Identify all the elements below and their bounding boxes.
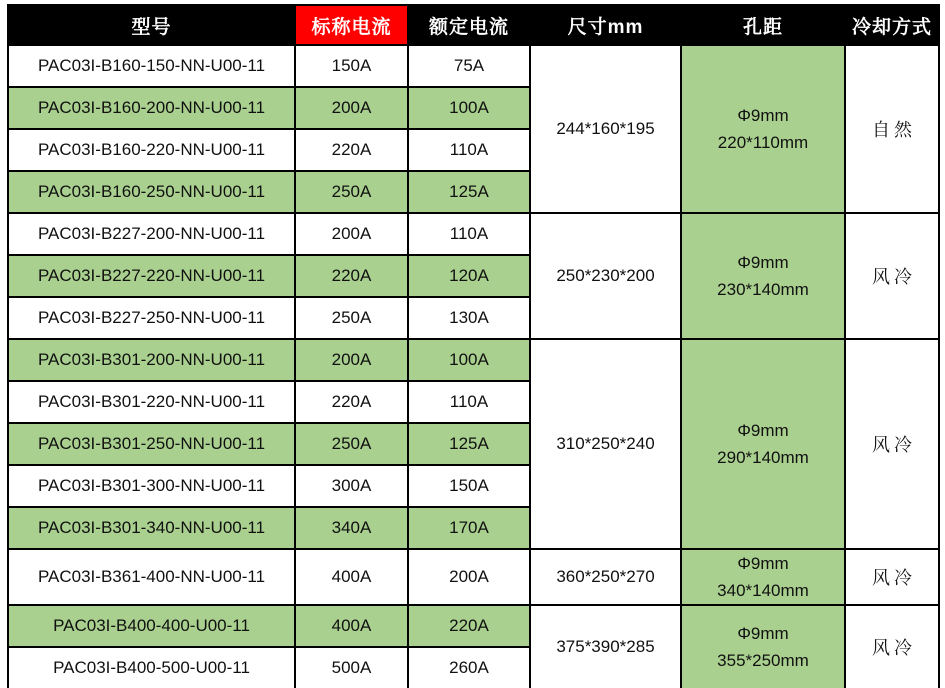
nominal-current-cell: 340A — [295, 507, 408, 549]
col-header-cooling: 冷却方式 — [845, 5, 939, 45]
cooling-cell: 风冷 — [845, 213, 939, 339]
nominal-current-cell: 250A — [295, 423, 408, 465]
hole-pitch-line: 340*140mm — [717, 581, 809, 600]
rated-current-cell: 170A — [408, 507, 530, 549]
size-cell: 360*250*270 — [530, 549, 681, 605]
table-row — [8, 605, 939, 647]
hole-pitch-line: Φ9mm — [737, 106, 789, 125]
model-cell: PAC03I-B301-250-NN-U00-11 — [8, 423, 295, 465]
rated-current-cell: 130A — [408, 297, 530, 339]
table-row — [8, 45, 939, 87]
col-header-hole: 孔距 — [681, 5, 845, 45]
nominal-current-cell: 220A — [295, 255, 408, 297]
model-cell: PAC03I-B160-150-NN-U00-11 — [8, 45, 295, 87]
cooling-cell: 风冷 — [845, 339, 939, 549]
hole-pitch-cell — [681, 605, 845, 688]
nominal-current-cell: 200A — [295, 339, 408, 381]
hole-pitch-cell — [681, 45, 845, 213]
col-header-size: 尺寸mm — [530, 5, 681, 45]
hole-pitch-line: Φ9mm — [737, 624, 789, 643]
model-cell: PAC03I-B361-400-NN-U00-11 — [8, 549, 295, 605]
hole-pitch-line: Φ9mm — [737, 253, 789, 272]
hole-pitch-cell — [681, 339, 845, 549]
nominal-current-cell: 300A — [295, 465, 408, 507]
table-row — [8, 339, 939, 381]
col-header-nominal: 标称电流 — [295, 5, 408, 45]
rated-current-cell: 220A — [408, 605, 530, 647]
table-row — [8, 213, 939, 255]
rated-current-cell: 120A — [408, 255, 530, 297]
nominal-current-cell: 150A — [295, 45, 408, 87]
hole-pitch-line: 230*140mm — [717, 280, 809, 299]
nominal-current-cell: 400A — [295, 549, 408, 605]
col-header-rated: 额定电流 — [408, 5, 530, 45]
size-cell: 375*390*285 — [530, 605, 681, 688]
model-cell: PAC03I-B301-300-NN-U00-11 — [8, 465, 295, 507]
rated-current-cell: 100A — [408, 339, 530, 381]
col-header-model: 型号 — [8, 5, 295, 45]
nominal-current-cell: 400A — [295, 605, 408, 647]
rated-current-cell: 100A — [408, 87, 530, 129]
hole-pitch-cell — [681, 549, 845, 605]
model-cell: PAC03I-B301-220-NN-U00-11 — [8, 381, 295, 423]
nominal-current-cell: 220A — [295, 129, 408, 171]
hole-pitch-cell — [681, 213, 845, 339]
model-cell: PAC03I-B160-200-NN-U00-11 — [8, 87, 295, 129]
size-cell: 244*160*195 — [530, 45, 681, 213]
model-cell: PAC03I-B227-250-NN-U00-11 — [8, 297, 295, 339]
nominal-current-cell: 220A — [295, 381, 408, 423]
nominal-current-cell: 200A — [295, 87, 408, 129]
rated-current-cell: 150A — [408, 465, 530, 507]
size-cell: 310*250*240 — [530, 339, 681, 549]
model-cell: PAC03I-B227-200-NN-U00-11 — [8, 213, 295, 255]
rated-current-cell: 260A — [408, 647, 530, 688]
cooling-cell: 风冷 — [845, 549, 939, 605]
hole-pitch-line: Φ9mm — [737, 554, 789, 573]
nominal-current-cell: 500A — [295, 647, 408, 688]
cooling-cell: 自然 — [845, 45, 939, 213]
nominal-current-cell: 250A — [295, 171, 408, 213]
rated-current-cell: 125A — [408, 171, 530, 213]
hole-pitch-line: 355*250mm — [717, 651, 809, 670]
cooling-cell: 风冷 — [845, 605, 939, 688]
header-row — [8, 5, 939, 45]
rated-current-cell: 110A — [408, 213, 530, 255]
hole-pitch-line: Φ9mm — [737, 421, 789, 440]
model-cell: PAC03I-B160-220-NN-U00-11 — [8, 129, 295, 171]
rated-current-cell: 200A — [408, 549, 530, 605]
model-cell: PAC03I-B400-500-U00-11 — [8, 647, 295, 688]
rated-current-cell: 125A — [408, 423, 530, 465]
hole-pitch-line: 220*110mm — [717, 133, 809, 152]
rated-current-cell: 110A — [408, 129, 530, 171]
model-cell: PAC03I-B227-220-NN-U00-11 — [8, 255, 295, 297]
nominal-current-cell: 200A — [295, 213, 408, 255]
model-cell: PAC03I-B301-200-NN-U00-11 — [8, 339, 295, 381]
table-row — [8, 549, 939, 605]
hole-pitch-line: 290*140mm — [717, 448, 809, 467]
model-cell: PAC03I-B400-400-U00-11 — [8, 605, 295, 647]
nominal-current-cell: 250A — [295, 297, 408, 339]
product-spec-table — [7, 4, 940, 688]
rated-current-cell: 75A — [408, 45, 530, 87]
model-cell: PAC03I-B160-250-NN-U00-11 — [8, 171, 295, 213]
size-cell: 250*230*200 — [530, 213, 681, 339]
rated-current-cell: 110A — [408, 381, 530, 423]
model-cell: PAC03I-B301-340-NN-U00-11 — [8, 507, 295, 549]
